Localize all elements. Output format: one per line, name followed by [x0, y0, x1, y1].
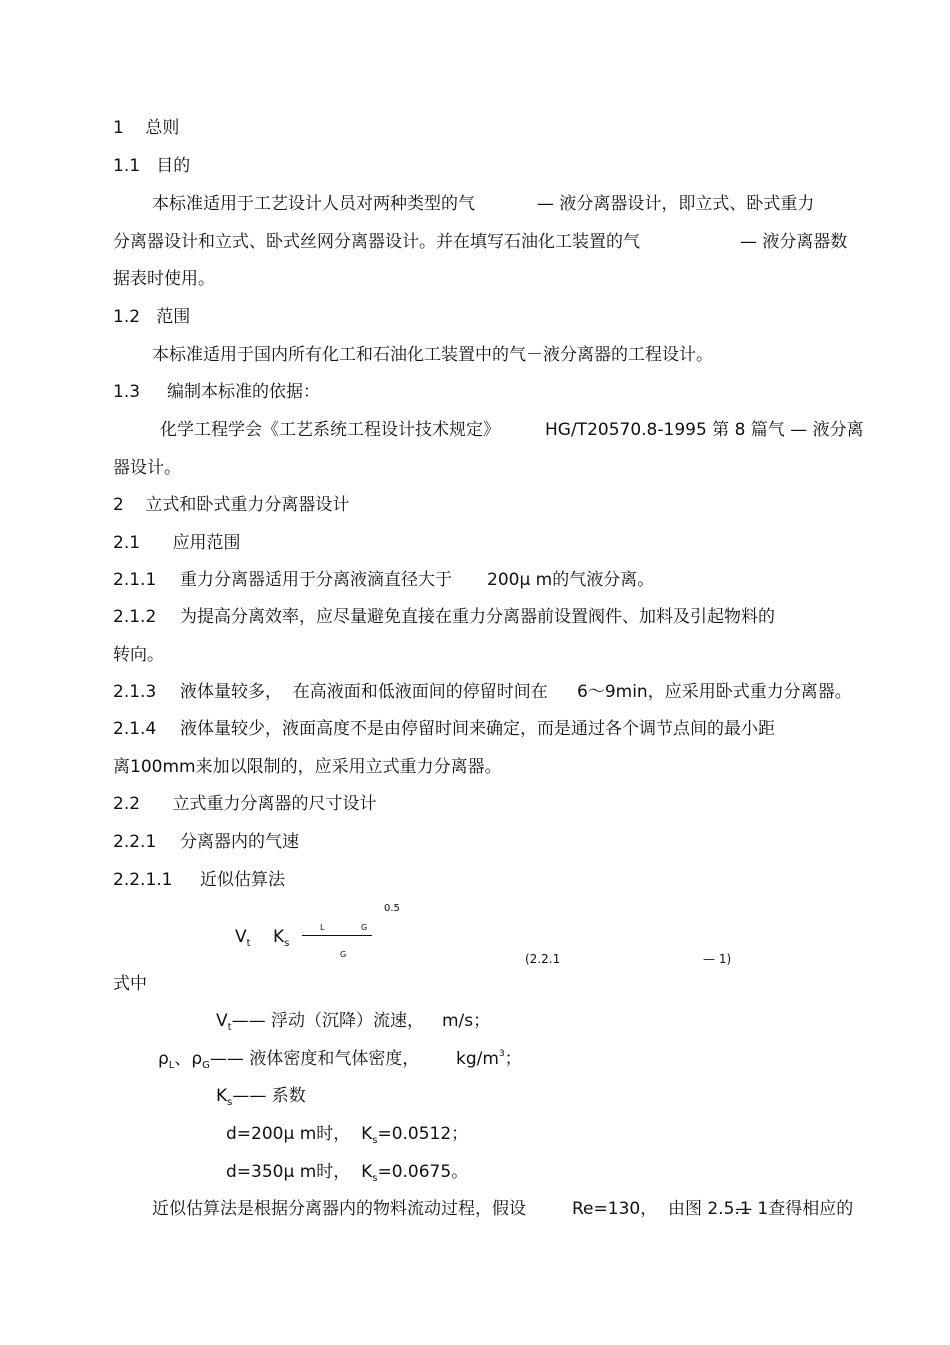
heading-1-1: 1.1 目的 — [113, 156, 191, 176]
paragraph-last-b: Re=130， 由图 2.5.1 — [572, 1199, 751, 1219]
definition-rho-unit — [456, 1048, 522, 1073]
equation-exponent: 0.5 — [384, 903, 400, 914]
paragraph-1-line-3: 据表时使用。 — [113, 269, 215, 289]
definition-rho-g-symbol: 、ρ — [174, 1049, 203, 1069]
definition-ks-subscript: s — [227, 1097, 233, 1108]
equation-denominator: G — [340, 950, 347, 959]
definition-rho-text: —— 液体密度和气体密度， — [209, 1049, 420, 1069]
paragraph-2: 本标准适用于国内所有化工和石油化工装置中的气－液分离器的工程设计。 — [152, 345, 713, 365]
equation-ks-subscript: s — [284, 938, 290, 949]
section-2-2-1-number: 2.2.1 — [113, 832, 157, 852]
paragraph-1-line-2: 分离器设计和立式、卧式丝网分离器设计。并在填写石油化工装置的气 — [113, 232, 640, 252]
paragraph-3-line-2: 器设计。 — [113, 458, 181, 478]
section-2-1-3-text: 液体量较多， 在高液面和低液面间的停留时间在 — [180, 682, 548, 702]
ks-case-350-d: d — [226, 1162, 237, 1182]
definition-vt-text: —— 浮动（沉降）流速， — [231, 1011, 424, 1031]
heading-1-3: 1.3 编制本标准的依据： — [113, 382, 321, 402]
definition-vt-unit: m/s； — [442, 1011, 491, 1031]
heading-2-2: 2.2 立式重力分离器的尺寸设计 — [113, 794, 377, 814]
equation-rho-l: L — [320, 923, 325, 932]
equation-rho-g: G — [361, 923, 368, 932]
paragraph-1-line-1-b: — 液分离器设计，即立式、卧式重力 — [537, 194, 815, 214]
paragraph-last-c: — 1查得相应的 — [735, 1199, 854, 1219]
ks-case-200-subscript: s — [372, 1135, 378, 1146]
section-2-1-1-text-b: 200μ m的气液分离。 — [487, 570, 655, 590]
section-2-1-4-number: 2.1.4 — [113, 719, 157, 739]
definition-rho-unit-text: kg/m — [456, 1049, 499, 1069]
paragraph-1-line-1: 本标准适用于工艺设计人员对两种类型的气 — [152, 194, 475, 214]
ks-case-350-condition: =350μ m时， K — [236, 1162, 373, 1182]
section-2-1-3-number: 2.1.3 — [113, 682, 157, 702]
definition-vt-subscript: t — [227, 1022, 232, 1033]
definition-rho-unit-end: ； — [504, 1049, 522, 1069]
heading-1-2: 1.2 范围 — [113, 307, 191, 327]
section-2-1-3-text-b: 6～9min，应采用卧式重力分离器。 — [577, 682, 852, 702]
heading-1: 1 总则 — [113, 118, 180, 138]
equation-fraction-bar — [302, 935, 372, 936]
section-2-1-4-text: 液体量较少，液面高度不是由停留时间来确定，而是通过各个调节点间的最小距 — [180, 719, 775, 739]
equation-number-b: — 1) — [703, 952, 732, 966]
definition-ks-case-350 — [226, 1161, 468, 1186]
definition-rho-symbol: ρ — [158, 1049, 169, 1069]
paragraph-3-line-1: 化学工程学会《工艺系统工程设计技术规定》 — [160, 420, 500, 440]
ks-case-200-value: =0.0512； — [377, 1124, 469, 1144]
paragraph-1-line-2-b: — 液分离器数 — [740, 232, 848, 252]
heading-2-1: 2.1 应用范围 — [113, 533, 241, 553]
definition-vt — [216, 1010, 424, 1035]
where-label: 式中 — [113, 974, 147, 994]
section-2-1-1-text: 重力分离器适用于分离液滴直径大于 — [180, 570, 452, 590]
definition-ks — [216, 1085, 306, 1110]
equation-number: (2.2.1 — [525, 952, 561, 966]
ks-case-350-value: =0.0675。 — [377, 1162, 469, 1182]
equation-ks-symbol: K — [273, 927, 285, 947]
equation-ks — [273, 926, 289, 951]
definition-rho — [158, 1048, 419, 1073]
definition-ks-case-200 — [226, 1123, 468, 1148]
definition-rho-unit-superscript: 3 — [498, 1049, 505, 1059]
section-2-1-4-text-b: 离100mm来加以限制的，应采用立式重力分离器。 — [113, 757, 502, 777]
equation-vt — [235, 926, 251, 951]
definition-ks-text: —— 系数 — [232, 1086, 306, 1106]
equation-vt-symbol: V — [235, 927, 247, 947]
section-2-1-2-text: 为提高分离效率，应尽量避免直接在重力分离器前设置阀件、加料及引起物料的 — [180, 607, 775, 627]
section-2-2-1-1-number: 2.2.1.1 — [113, 870, 173, 890]
section-2-1-1-number: 2.1.1 — [113, 570, 157, 590]
paragraph-3-line-1-b: HG/T20570.8-1995 第 8 篇气 — 液分离 — [545, 420, 864, 440]
definition-vt-symbol: V — [216, 1011, 228, 1031]
section-2-1-2-number: 2.1.2 — [113, 607, 157, 627]
section-2-2-1-1-text: 近似估算法 — [200, 870, 285, 890]
ks-case-200-condition: =200μ m时， K — [236, 1124, 373, 1144]
equation-vt-subscript: t — [246, 938, 251, 949]
section-2-1-2-text-b: 转向。 — [113, 645, 164, 665]
definition-rho-g-subscript: G — [202, 1060, 210, 1071]
heading-2: 2 立式和卧式重力分离器设计 — [113, 495, 350, 515]
paragraph-last: 近似估算法是根据分离器内的物料流动过程，假设 — [152, 1199, 526, 1219]
ks-case-200-d: d — [226, 1124, 237, 1144]
ks-case-350-subscript: s — [372, 1173, 378, 1184]
definition-ks-symbol: K — [216, 1086, 228, 1106]
definition-rho-l-subscript: L — [168, 1060, 175, 1071]
section-2-2-1-text: 分离器内的气速 — [180, 832, 299, 852]
